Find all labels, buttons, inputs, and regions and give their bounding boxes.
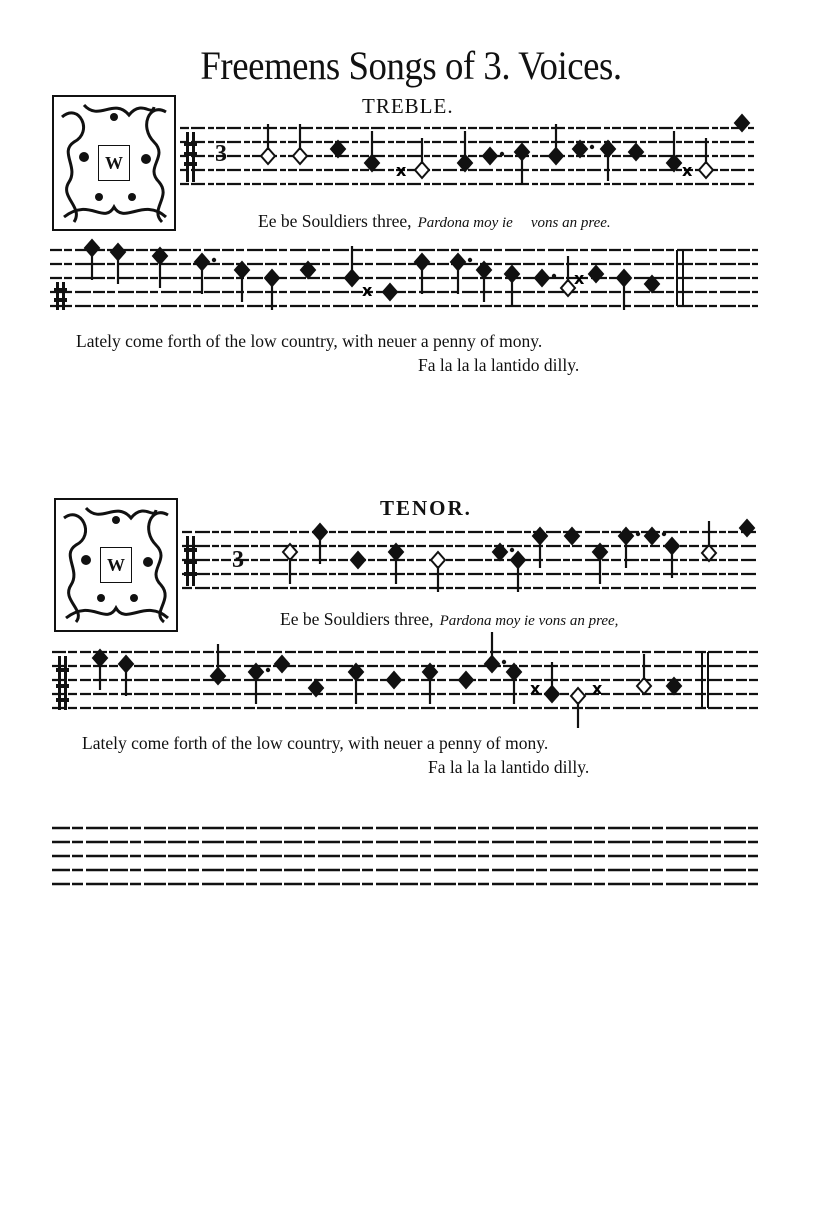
diamond-note-icon <box>533 528 547 568</box>
treble-staff-2 <box>50 238 760 318</box>
diamond-note-icon <box>565 528 579 544</box>
treble-lyric-line3: Fa la la la lantido dilly. <box>418 355 580 375</box>
svg-text:x: x <box>682 161 693 180</box>
diamond-note-icon <box>365 131 379 171</box>
svg-text:x: x <box>530 679 541 698</box>
treble-lyric-line1-roman: Ee be Souldiers three, <box>258 211 412 231</box>
tenor-lyric-line2: Lately come forth of the low country, with neuer a penny of mony. <box>82 733 549 753</box>
diamond-note-icon <box>211 644 225 684</box>
tenor-lyric-line1 <box>280 609 618 630</box>
sharp-sign-icon <box>592 679 603 698</box>
diamond-note-icon <box>313 524 327 564</box>
diamond-note-icon <box>85 240 99 280</box>
diamond-note-icon <box>383 284 397 300</box>
sharp-sign-icon <box>530 679 541 698</box>
tenor-lyric-line1-roman: Ee be Souldiers three, <box>280 609 434 629</box>
tenor-voice-label: TENOR. <box>380 496 472 520</box>
diamond-note-icon <box>415 138 429 178</box>
diamond-note-icon <box>667 131 681 171</box>
diamond-note-icon <box>93 650 107 690</box>
c-clef-icon <box>184 536 197 586</box>
treble-lyric-line1 <box>258 211 611 232</box>
diamond-note-icon <box>387 672 401 688</box>
diamond-note-icon <box>423 664 437 704</box>
diamond-note-icon <box>505 266 519 306</box>
diamond-note-icon <box>351 552 365 568</box>
diamond-note-icon <box>195 254 216 294</box>
tenor-ornamental-initial-icon <box>54 498 178 632</box>
tenor-staff-1-notes <box>283 520 754 592</box>
diamond-note-icon <box>235 262 249 302</box>
diamond-note-icon <box>507 664 521 704</box>
treble-lyric-line2: Lately come forth of the low country, with neuer a penny of mony. <box>76 331 543 351</box>
treble-lyric-line1-italic-b: vons an pree. <box>530 215 611 231</box>
treble-time-signature: 3 <box>215 141 227 167</box>
diamond-note-icon <box>515 144 529 184</box>
empty-staff <box>52 820 762 900</box>
tenor-lyric-line1-italic: Pardona moy ie vons an pree, <box>439 613 619 629</box>
treble-ornamental-initial-icon <box>52 95 176 231</box>
diamond-note-icon <box>415 254 429 294</box>
diamond-note-icon <box>545 662 559 702</box>
sharp-sign-icon <box>682 161 693 180</box>
diamond-note-icon <box>702 521 716 561</box>
diamond-note-icon <box>275 656 289 672</box>
diamond-note-icon <box>431 552 445 592</box>
diamond-note-icon <box>593 544 607 584</box>
tenor-staff-1 <box>182 522 762 602</box>
diamond-note-icon <box>119 656 133 696</box>
sharp-sign-icon <box>396 161 407 180</box>
svg-text:x: x <box>574 269 585 288</box>
diamond-note-icon <box>293 124 307 164</box>
treble-lyric-line1-italic-a: Pardona moy ie <box>417 215 513 231</box>
diamond-note-icon <box>573 141 594 157</box>
diamond-note-icon <box>458 131 472 171</box>
diamond-note-icon <box>153 248 167 288</box>
sharp-sign-icon <box>574 269 585 288</box>
tenor-staff-2 <box>52 640 762 720</box>
diamond-note-icon <box>477 262 491 302</box>
diamond-note-icon <box>645 528 666 544</box>
diamond-note-icon <box>549 124 563 164</box>
page-title: Freemens Songs of 3. Voices. <box>200 43 622 88</box>
diamond-note-icon <box>619 528 640 568</box>
diamond-note-icon <box>265 270 279 310</box>
diamond-note-icon <box>389 544 403 584</box>
diamond-note-icon <box>561 256 575 296</box>
treble-initial-letter: W <box>98 145 130 181</box>
staff-lines <box>52 652 758 708</box>
diamond-note-icon <box>511 552 525 592</box>
sharp-sign-icon <box>362 281 373 300</box>
diamond-note-icon <box>345 246 359 286</box>
tenor-lyric-line3: Fa la la la lantido dilly. <box>428 757 590 777</box>
diamond-note-icon <box>601 141 615 181</box>
c-clef-icon <box>56 656 69 710</box>
svg-text:x: x <box>592 679 603 698</box>
diamond-note-icon <box>699 138 713 178</box>
diamond-note-icon <box>740 520 754 536</box>
diamond-note-icon <box>589 266 603 282</box>
treble-staff-1 <box>180 118 760 198</box>
diamond-note-icon <box>451 254 472 294</box>
svg-text:x: x <box>362 281 373 300</box>
tenor-time-signature: 3 <box>232 547 244 573</box>
diamond-note-icon <box>629 144 643 160</box>
diamond-note-icon <box>459 672 473 688</box>
diamond-note-icon <box>665 538 679 578</box>
diamond-note-icon <box>261 124 275 164</box>
treble-voice-label: TREBLE. <box>362 94 454 118</box>
svg-text:x: x <box>396 161 407 180</box>
diamond-note-icon <box>617 270 631 310</box>
diamond-note-icon <box>331 141 345 157</box>
tenor-initial-letter: W <box>100 547 132 583</box>
diamond-note-icon <box>349 664 363 704</box>
diamond-note-icon <box>637 654 651 694</box>
diamond-note-icon <box>283 544 297 584</box>
diamond-note-icon <box>249 664 270 704</box>
treble-staff-1-notes <box>261 115 749 184</box>
